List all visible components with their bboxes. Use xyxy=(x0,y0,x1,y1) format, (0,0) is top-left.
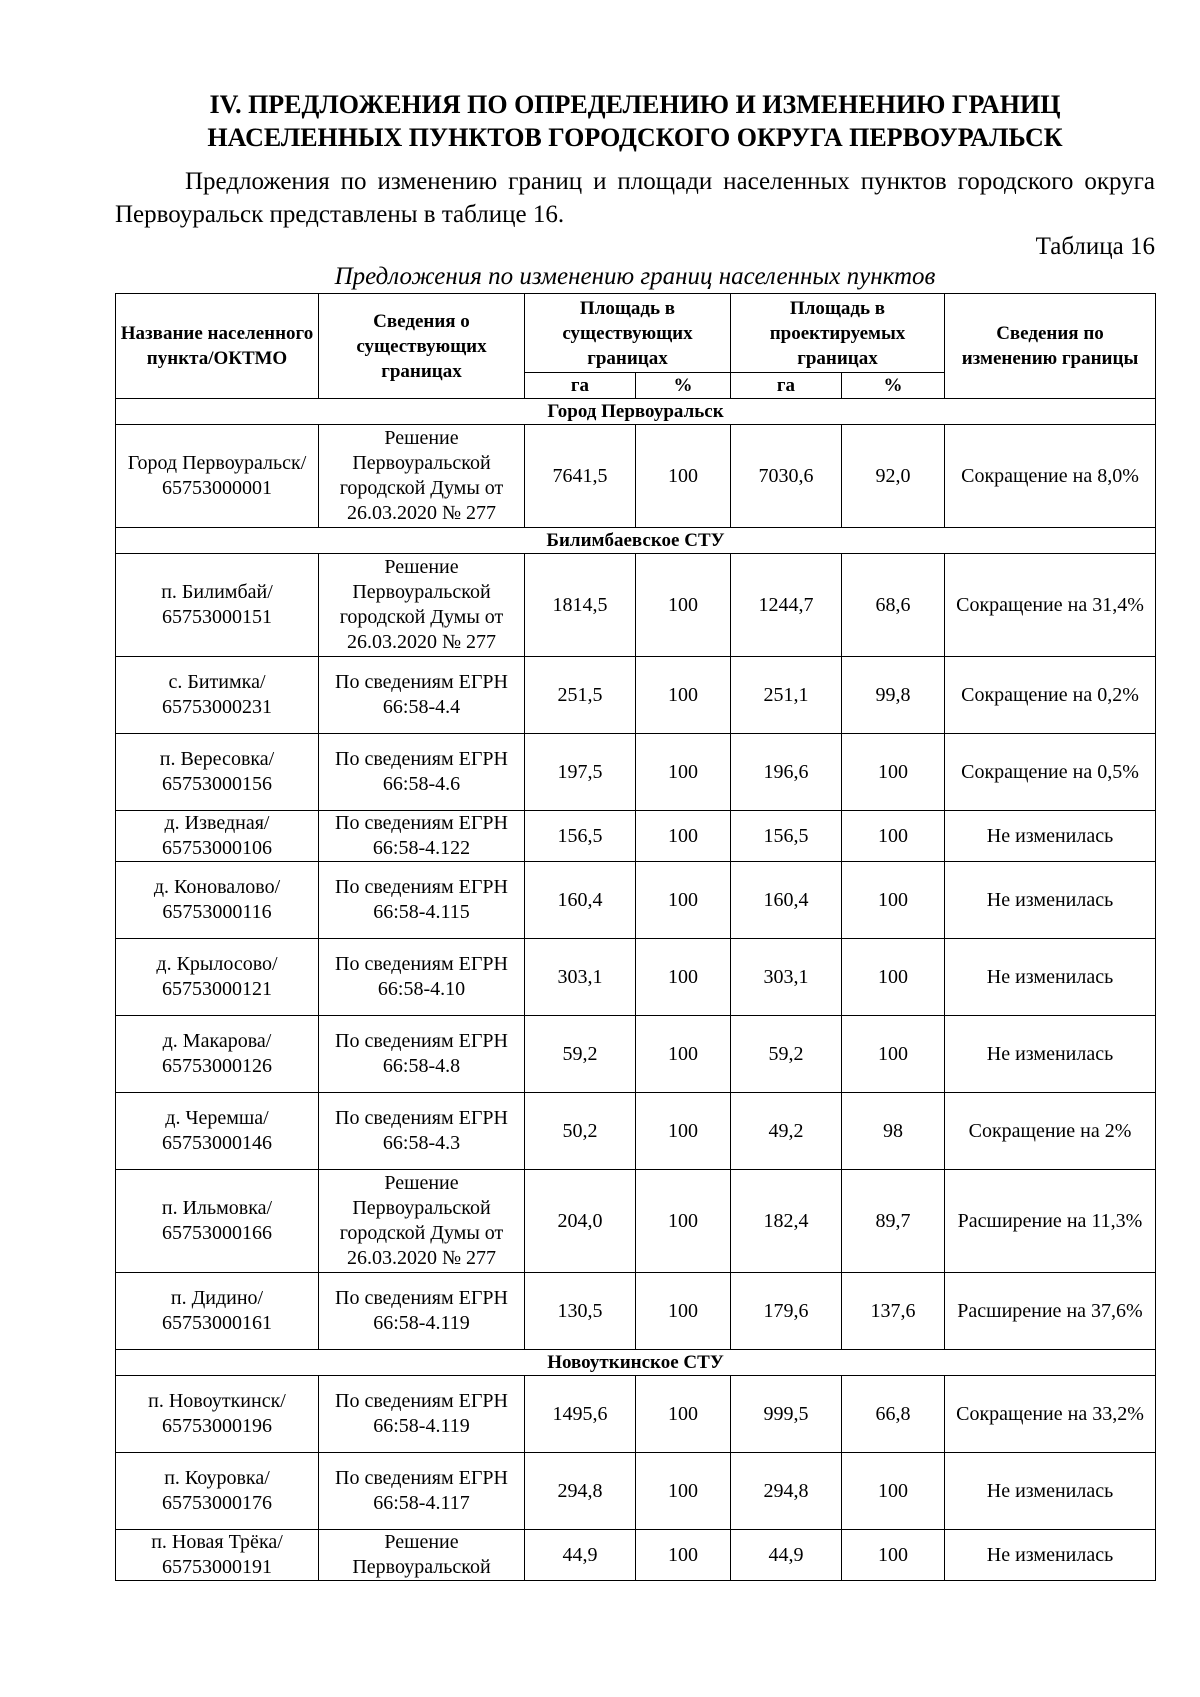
section-heading xyxy=(115,88,1155,154)
area-existing-ha-cell: 59,2 xyxy=(525,1016,636,1093)
change-info-cell: Расширение на 11,3% xyxy=(945,1170,1156,1273)
settlements-table xyxy=(115,293,1156,1581)
table-row xyxy=(116,1093,1156,1170)
area-existing-ha-cell: 50,2 xyxy=(525,1093,636,1170)
area-projected-pct-cell: 66,8 xyxy=(842,1376,945,1453)
area-existing-pct-cell: 100 xyxy=(636,1093,731,1170)
area-projected-pct-cell: 98 xyxy=(842,1093,945,1170)
area-projected-ha-cell: 999,5 xyxy=(731,1376,842,1453)
area-existing-ha-cell: 156,5 xyxy=(525,811,636,862)
existing-info-cell: По сведениям ЕГРН 66:58-4.10 xyxy=(319,939,525,1016)
settlement-name-cell: п. Коуровка/ 65753000176 xyxy=(116,1453,319,1530)
area-projected-pct-cell: 92,0 xyxy=(842,425,945,528)
settlement-name-cell: д. Изведная/ 65753000106 xyxy=(116,811,319,862)
group-row xyxy=(116,399,1156,425)
existing-info-cell: По сведениям ЕГРН 66:58-4.122 xyxy=(319,811,525,862)
group-title: Билимбаевское СТУ xyxy=(116,528,1156,554)
change-info-cell: Расширение на 37,6% xyxy=(945,1273,1156,1350)
area-existing-ha-cell: 44,9 xyxy=(525,1530,636,1581)
area-projected-pct-cell: 100 xyxy=(842,1453,945,1530)
area-existing-ha-cell: 1495,6 xyxy=(525,1376,636,1453)
area-existing-pct-cell: 100 xyxy=(636,1376,731,1453)
table-number: Таблица 16 xyxy=(1035,233,1155,260)
area-projected-pct-cell: 99,8 xyxy=(842,657,945,734)
existing-info-cell: Решение Первоуральской городской Думы от 26.03.2020 № 277 xyxy=(319,1170,525,1273)
settlement-name-cell: с. Битимка/ 65753000231 xyxy=(116,657,319,734)
area-existing-pct-cell: 100 xyxy=(636,554,731,657)
area-existing-pct-cell: 100 xyxy=(636,734,731,811)
settlement-name-cell: д. Черемша/ 65753000146 xyxy=(116,1093,319,1170)
table-row xyxy=(116,425,1156,528)
group-row xyxy=(116,528,1156,554)
change-info-cell: Сокращение на 0,2% xyxy=(945,657,1156,734)
table-row xyxy=(116,657,1156,734)
existing-info-cell: Решение Первоуральской xyxy=(319,1530,525,1581)
table-caption: Предложения по изменению границ населенных пунктов xyxy=(334,263,936,290)
existing-info-cell: Решение Первоуральской городской Думы от 26.03.2020 № 277 xyxy=(319,425,525,528)
settlement-name-cell: п. Новоуткинск/ 65753000196 xyxy=(116,1376,319,1453)
area-projected-pct-cell: 89,7 xyxy=(842,1170,945,1273)
area-projected-ha-cell: 160,4 xyxy=(731,862,842,939)
area-existing-pct-cell: 100 xyxy=(636,425,731,528)
table-body xyxy=(116,399,1156,1581)
group-title: Новоуткинское СТУ xyxy=(116,1350,1156,1376)
settlement-name-cell: Город Первоуральск/ 65753000001 xyxy=(116,425,319,528)
area-projected-ha-cell: 156,5 xyxy=(731,811,842,862)
area-existing-ha-cell: 197,5 xyxy=(525,734,636,811)
existing-info-cell: По сведениям ЕГРН 66:58-4.117 xyxy=(319,1453,525,1530)
settlement-name-cell: д. Коновалово/ 65753000116 xyxy=(116,862,319,939)
change-info-cell: Сокращение на 33,2% xyxy=(945,1376,1156,1453)
section-heading-line-2: НАСЕЛЕННЫХ ПУНКТОВ ГОРОДСКОГО ОКРУГА ПЕРВОУРАЛЬСК xyxy=(207,123,1063,152)
area-existing-pct-cell: 100 xyxy=(636,862,731,939)
change-info-cell: Не изменилась xyxy=(945,811,1156,862)
area-projected-pct-cell: 100 xyxy=(842,1530,945,1581)
change-info-cell: Сокращение на 2% xyxy=(945,1093,1156,1170)
header-area-existing: Площадь в существующих границах xyxy=(525,294,731,373)
area-existing-pct-cell: 100 xyxy=(636,811,731,862)
existing-info-cell: По сведениям ЕГРН 66:58-4.119 xyxy=(319,1376,525,1453)
change-info-cell: Сокращение на 31,4% xyxy=(945,554,1156,657)
area-projected-ha-cell: 196,6 xyxy=(731,734,842,811)
area-projected-pct-cell: 100 xyxy=(842,862,945,939)
settlement-name-cell: п. Билимбай/ 65753000151 xyxy=(116,554,319,657)
existing-info-cell: По сведениям ЕГРН 66:58-4.8 xyxy=(319,1016,525,1093)
area-projected-ha-cell: 294,8 xyxy=(731,1453,842,1530)
area-projected-ha-cell: 1244,7 xyxy=(731,554,842,657)
area-projected-ha-cell: 7030,6 xyxy=(731,425,842,528)
existing-info-cell: По сведениям ЕГРН 66:58-4.115 xyxy=(319,862,525,939)
table-row xyxy=(116,1376,1156,1453)
change-info-cell: Сокращение на 0,5% xyxy=(945,734,1156,811)
area-projected-ha-cell: 251,1 xyxy=(731,657,842,734)
change-info-cell: Не изменилась xyxy=(945,1453,1156,1530)
area-projected-ha-cell: 49,2 xyxy=(731,1093,842,1170)
section-heading-line-1: IV. ПРЕДЛОЖЕНИЯ ПО ОПРЕДЕЛЕНИЮ И ИЗМЕНЕНИЮ ГРАНИЦ xyxy=(209,90,1061,119)
area-projected-ha-cell: 179,6 xyxy=(731,1273,842,1350)
area-existing-pct-cell: 100 xyxy=(636,657,731,734)
area-existing-ha-cell: 160,4 xyxy=(525,862,636,939)
area-existing-ha-cell: 1814,5 xyxy=(525,554,636,657)
change-info-cell: Не изменилась xyxy=(945,1530,1156,1581)
area-existing-ha-cell: 204,0 xyxy=(525,1170,636,1273)
settlement-name-cell: п. Дидино/ 65753000161 xyxy=(116,1273,319,1350)
area-projected-pct-cell: 137,6 xyxy=(842,1273,945,1350)
settlement-name-cell: п. Вересовка/ 65753000156 xyxy=(116,734,319,811)
area-projected-ha-cell: 44,9 xyxy=(731,1530,842,1581)
change-info-cell: Не изменилась xyxy=(945,862,1156,939)
area-existing-pct-cell: 100 xyxy=(636,1453,731,1530)
group-row xyxy=(116,1350,1156,1376)
existing-info-cell: По сведениям ЕГРН 66:58-4.4 xyxy=(319,657,525,734)
change-info-cell: Не изменилась xyxy=(945,1016,1156,1093)
area-existing-ha-cell: 294,8 xyxy=(525,1453,636,1530)
existing-info-cell: Решение Первоуральской городской Думы от 26.03.2020 № 277 xyxy=(319,554,525,657)
change-info-cell: Не изменилась xyxy=(945,939,1156,1016)
area-existing-pct-cell: 100 xyxy=(636,1016,731,1093)
existing-info-cell: По сведениям ЕГРН 66:58-4.3 xyxy=(319,1093,525,1170)
area-existing-pct-cell: 100 xyxy=(636,1530,731,1581)
header-unit-pct-existing: % xyxy=(636,373,731,399)
settlement-name-cell: п. Новая Трёка/ 65753000191 xyxy=(116,1530,319,1581)
table-row xyxy=(116,1016,1156,1093)
area-existing-ha-cell: 251,5 xyxy=(525,657,636,734)
area-projected-ha-cell: 182,4 xyxy=(731,1170,842,1273)
table-row xyxy=(116,811,1156,862)
table-row xyxy=(116,1530,1156,1581)
header-unit-ha-projected: га xyxy=(731,373,842,399)
header-unit-ha-existing: га xyxy=(525,373,636,399)
area-projected-pct-cell: 100 xyxy=(842,1016,945,1093)
area-existing-pct-cell: 100 xyxy=(636,939,731,1016)
area-existing-ha-cell: 130,5 xyxy=(525,1273,636,1350)
area-projected-pct-cell: 100 xyxy=(842,939,945,1016)
table-row xyxy=(116,554,1156,657)
area-projected-pct-cell: 100 xyxy=(842,811,945,862)
area-projected-pct-cell: 68,6 xyxy=(842,554,945,657)
table-row xyxy=(116,734,1156,811)
area-existing-ha-cell: 7641,5 xyxy=(525,425,636,528)
settlement-name-cell: п. Ильмовка/ 65753000166 xyxy=(116,1170,319,1273)
area-existing-ha-cell: 303,1 xyxy=(525,939,636,1016)
header-existing-info: Сведения о существующих границах xyxy=(319,294,525,399)
area-projected-ha-cell: 303,1 xyxy=(731,939,842,1016)
intro-paragraph: Предложения по изменению границ и площади населенных пунктов городского округа Первоуральск представлены в таблице 16. xyxy=(115,168,1155,228)
table-row xyxy=(116,862,1156,939)
table-row xyxy=(116,1453,1156,1530)
table-row xyxy=(116,1273,1156,1350)
header-name: Название населенного пункта/ОКТМО xyxy=(116,294,319,399)
group-title: Город Первоуральск xyxy=(116,399,1156,425)
existing-info-cell: По сведениям ЕГРН 66:58-4.119 xyxy=(319,1273,525,1350)
area-existing-pct-cell: 100 xyxy=(636,1273,731,1350)
settlement-name-cell: д. Крылосово/ 65753000121 xyxy=(116,939,319,1016)
header-unit-pct-projected: % xyxy=(842,373,945,399)
header-area-projected: Площадь в проектируемых границах xyxy=(731,294,945,373)
table-row xyxy=(116,1170,1156,1273)
area-existing-pct-cell: 100 xyxy=(636,1170,731,1273)
header-change-info: Сведения по изменению границы xyxy=(945,294,1156,399)
area-projected-pct-cell: 100 xyxy=(842,734,945,811)
table-row xyxy=(116,939,1156,1016)
change-info-cell: Сокращение на 8,0% xyxy=(945,425,1156,528)
existing-info-cell: По сведениям ЕГРН 66:58-4.6 xyxy=(319,734,525,811)
area-projected-ha-cell: 59,2 xyxy=(731,1016,842,1093)
settlement-name-cell: д. Макарова/ 65753000126 xyxy=(116,1016,319,1093)
